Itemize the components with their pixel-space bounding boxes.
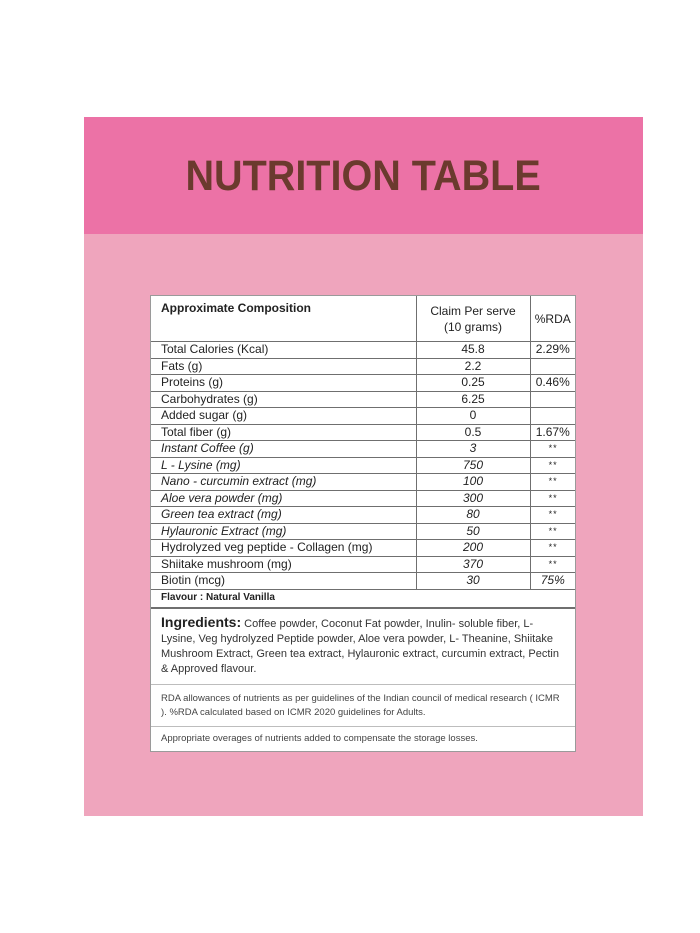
nutrient-rda [530,391,575,408]
column-header-rda: %RDA [530,296,575,342]
nutrient-value: 300 [416,490,530,507]
nutrient-rda: ** [530,523,575,540]
nutrient-rda: ** [530,474,575,491]
nutrient-value: 80 [416,507,530,524]
page-title: NUTRITION TABLE [185,152,542,200]
nutrient-name: Hylauronic Extract (mg) [151,523,416,540]
nutrient-name: Total Calories (Kcal) [151,342,416,359]
nutrient-value: 0.25 [416,375,530,392]
nutrient-rda: ** [530,441,575,458]
nutrient-value: 0.5 [416,424,530,441]
table-row [151,375,575,392]
nutrient-name: Shiitake mushroom (mg) [151,556,416,573]
claim-header-line2: (10 grams) [443,319,502,334]
table-row [151,507,575,524]
nutrient-value: 6.25 [416,391,530,408]
nutrient-name: Green tea extract (mg) [151,507,416,524]
title-banner [84,117,643,234]
table-row [151,358,575,375]
nutrient-rda: ** [530,490,575,507]
nutrient-rda: 1.67% [530,424,575,441]
ingredients-text: Coffee powder, Coconut Fat powder, Inulin- soluble fiber, L- Lysine, Veg hydrolyzed Peptide powder, Aloe vera powder, L- Theanine, Shiitake Mushroom Extract, Green tea extract, Hylauronic extract, curcumin extract, Pectin & Approved flavour. [161,617,559,675]
table-row [151,474,575,491]
nutrient-name: Hydrolyzed veg peptide - Collagen (mg) [151,540,416,557]
nutrition-table [151,296,575,590]
nutrient-name: Biotin (mcg) [151,573,416,590]
nutrient-value: 2.2 [416,358,530,375]
nutrient-value: 750 [416,457,530,474]
nutrition-panel [150,295,576,752]
table-row [151,408,575,425]
table-row [151,391,575,408]
flavour-line: Flavour : Natural Vanilla [151,590,575,609]
nutrient-value: 370 [416,556,530,573]
nutrient-value: 100 [416,474,530,491]
table-row [151,441,575,458]
nutrition-card [84,117,643,816]
table-row [151,490,575,507]
nutrient-name: Added sugar (g) [151,408,416,425]
nutrient-name: Total fiber (g) [151,424,416,441]
rda-note: RDA allowances of nutrients as per guidelines of the Indian council of medical research ( ICMR ). %RDA calculated based on ICMR 2020 guidelines for Adults. [151,685,575,727]
nutrient-rda: 75% [530,573,575,590]
table-row [151,540,575,557]
table-row [151,556,575,573]
nutrient-rda: ** [530,507,575,524]
nutrient-value: 200 [416,540,530,557]
table-row [151,424,575,441]
nutrient-rda: 2.29% [530,342,575,359]
nutrient-name: Carbohydrates (g) [151,391,416,408]
nutrient-value: 30 [416,573,530,590]
nutrient-name: Aloe vera powder (mg) [151,490,416,507]
nutrient-name: Fats (g) [151,358,416,375]
claim-header-line1: Claim Per serve [430,303,516,318]
table-header-row [151,296,575,342]
nutrient-rda: 0.46% [530,375,575,392]
nutrient-value: 3 [416,441,530,458]
nutrient-rda [530,408,575,425]
nutrient-name: Instant Coffee (g) [151,441,416,458]
nutrient-rda [530,358,575,375]
nutrient-value: 0 [416,408,530,425]
column-header-claim [416,296,530,342]
ingredients-block [151,609,575,685]
table-row [151,573,575,590]
nutrient-name: Nano - curcumin extract (mg) [151,474,416,491]
nutrient-name: Proteins (g) [151,375,416,392]
ingredients-label: Ingredients: [161,613,242,630]
nutrient-rda: ** [530,457,575,474]
table-row [151,523,575,540]
table-row [151,342,575,359]
overages-note: Appropriate overages of nutrients added to compensate the storage losses. [161,732,478,744]
table-row [151,457,575,474]
nutrient-value: 45.8 [416,342,530,359]
nutrient-value: 50 [416,523,530,540]
column-header-composition: Approximate Composition [151,296,416,342]
nutrient-rda: ** [530,540,575,557]
nutrient-name: L - Lysine (mg) [151,457,416,474]
nutrient-rda: ** [530,556,575,573]
